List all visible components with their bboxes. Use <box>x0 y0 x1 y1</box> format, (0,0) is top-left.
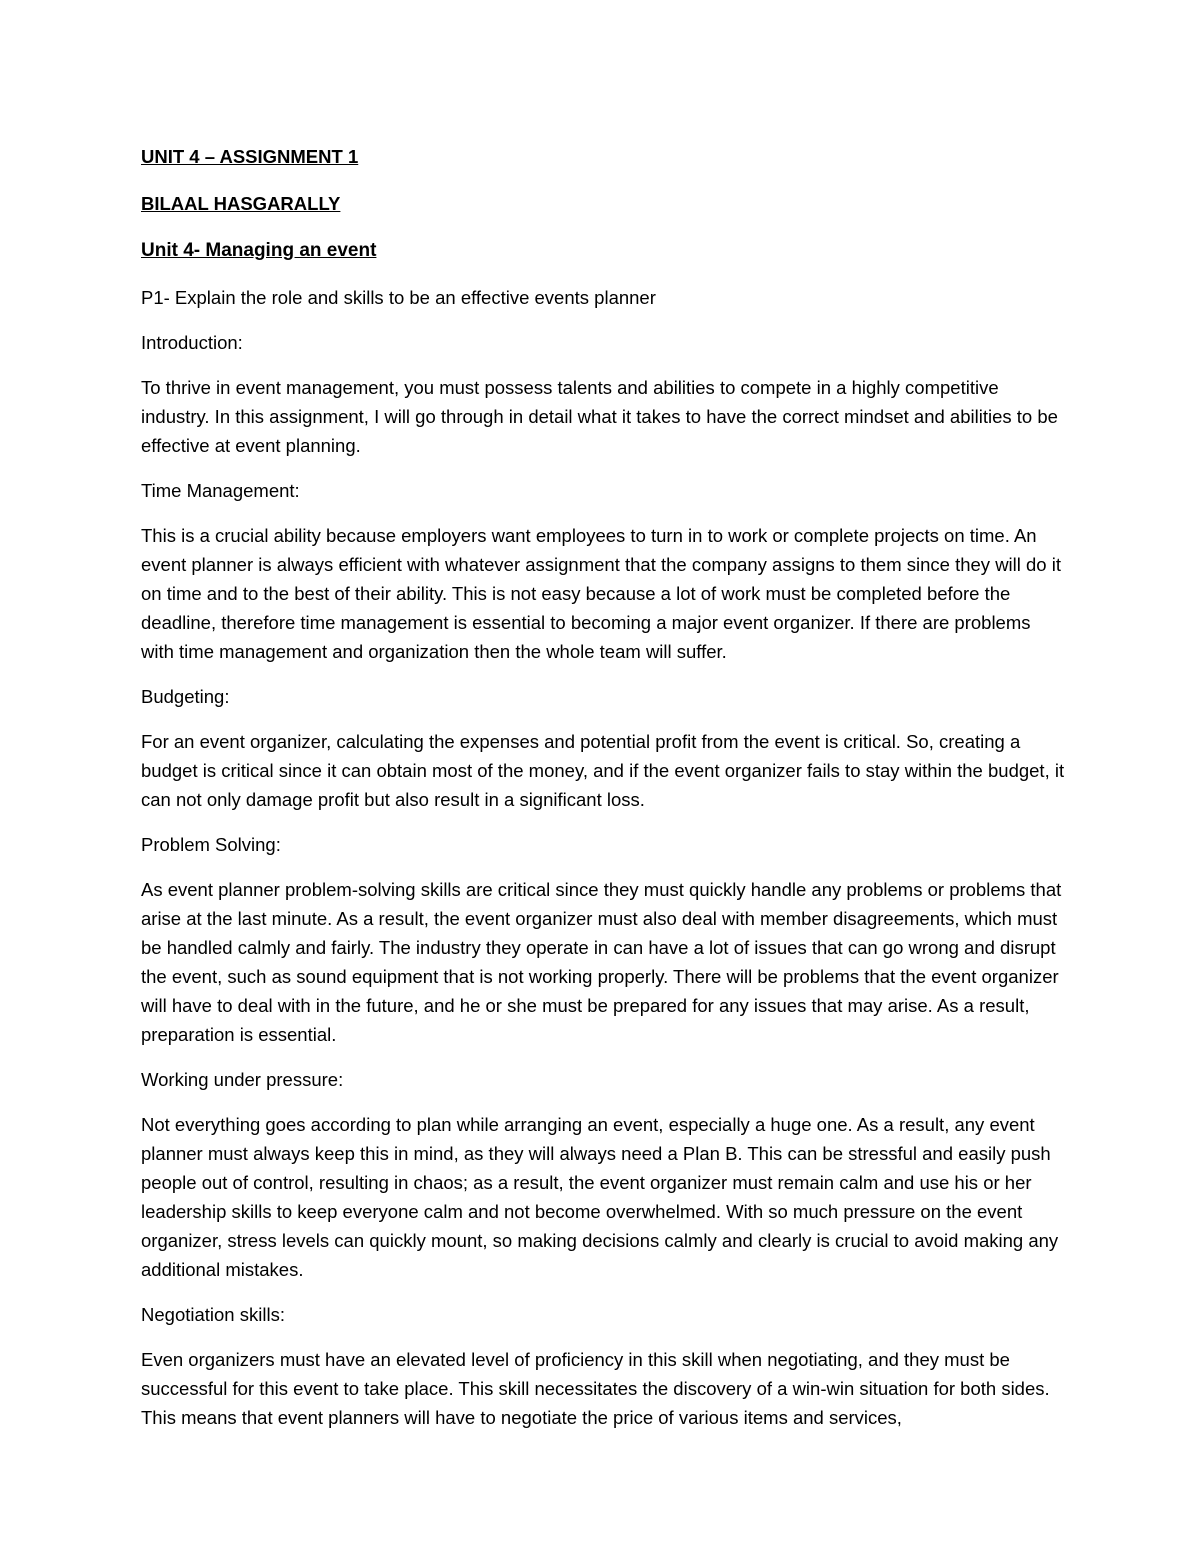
section-text-negotiation-skills: Even organizers must have an elevated level of proficiency in this skill when negotiating, and they must be successful for this event to take place. This skill necessitates the discovery of a win-win situation for both sides. This means that event planners will have to negotiate the price of various items and services, <box>141 1349 1050 1428</box>
section-label-negotiation-skills: Negotiation skills: <box>141 1304 285 1325</box>
section-label-time-management: Time Management: <box>141 480 300 501</box>
section-label-introduction: Introduction: <box>141 332 243 353</box>
section-text-problem-solving: As event planner problem-solving skills are critical since they must quickly handle any problems or problems that arise at the last minute. As a result, the event organizer must also deal with member disagreements, which must be handled calmly and fairly. The industry they operate in can have a lot of issues that can go wrong and disrupt the event, such as sound equipment that is not working properly. There will be problems that the event organizer will have to deal with in the future, and he or she must be prepared for any issues that may arise. As a result, preparation is essential. <box>141 879 1062 1045</box>
section-text-introduction: To thrive in event management, you must possess talents and abilities to compete in a highly competitive industry. In this assignment, I will go through in detail what it takes to have the correct mindset and abilities to be effective at event planning. <box>141 377 1058 456</box>
document-body <box>141 142 1066 1448</box>
author-name: BILAAL HASGARALLY <box>141 193 341 214</box>
section-text-budgeting: For an event organizer, calculating the expenses and potential profit from the event is critical. So, creating a budget is critical since it can obtain most of the money, and if the event organizer fails to stay within the budget, it can not only damage profit but also result in a significant loss. <box>141 731 1065 810</box>
section-text-working-under-pressure: Not everything goes according to plan while arranging an event, especially a huge one. As a result, any event planner must always keep this in mind, as they will always need a Plan B. This can be stressful and easily push people out of control, resulting in chaos; as a result, the event organizer must remain calm and use his or her leadership skills to keep everyone calm and not become overwhelmed. With so much pressure on the event organizer, stress levels can quickly mount, so making decisions calmly and clearly is crucial to avoid making any additional mistakes. <box>141 1114 1059 1280</box>
section-text-time-management: This is a crucial ability because employers want employees to turn in to work or complete projects on time. An event planner is always efficient with whatever assignment that the company assigns to them since they will do it on time and to the best of their ability. This is not easy because a lot of work must be completed before the deadline, therefore time management is essential to becoming a major event organizer. If there are problems with time management and organization then the whole team will suffer. <box>141 525 1061 662</box>
task-statement: P1- Explain the role and skills to be an effective events planner <box>141 287 656 308</box>
section-label-budgeting: Budgeting: <box>141 686 230 707</box>
section-label-problem-solving: Problem Solving: <box>141 834 281 855</box>
section-label-working-under-pressure: Working under pressure: <box>141 1069 344 1090</box>
assignment-title: UNIT 4 – ASSIGNMENT 1 <box>141 146 359 167</box>
unit-heading: Unit 4- Managing an event <box>141 240 377 261</box>
